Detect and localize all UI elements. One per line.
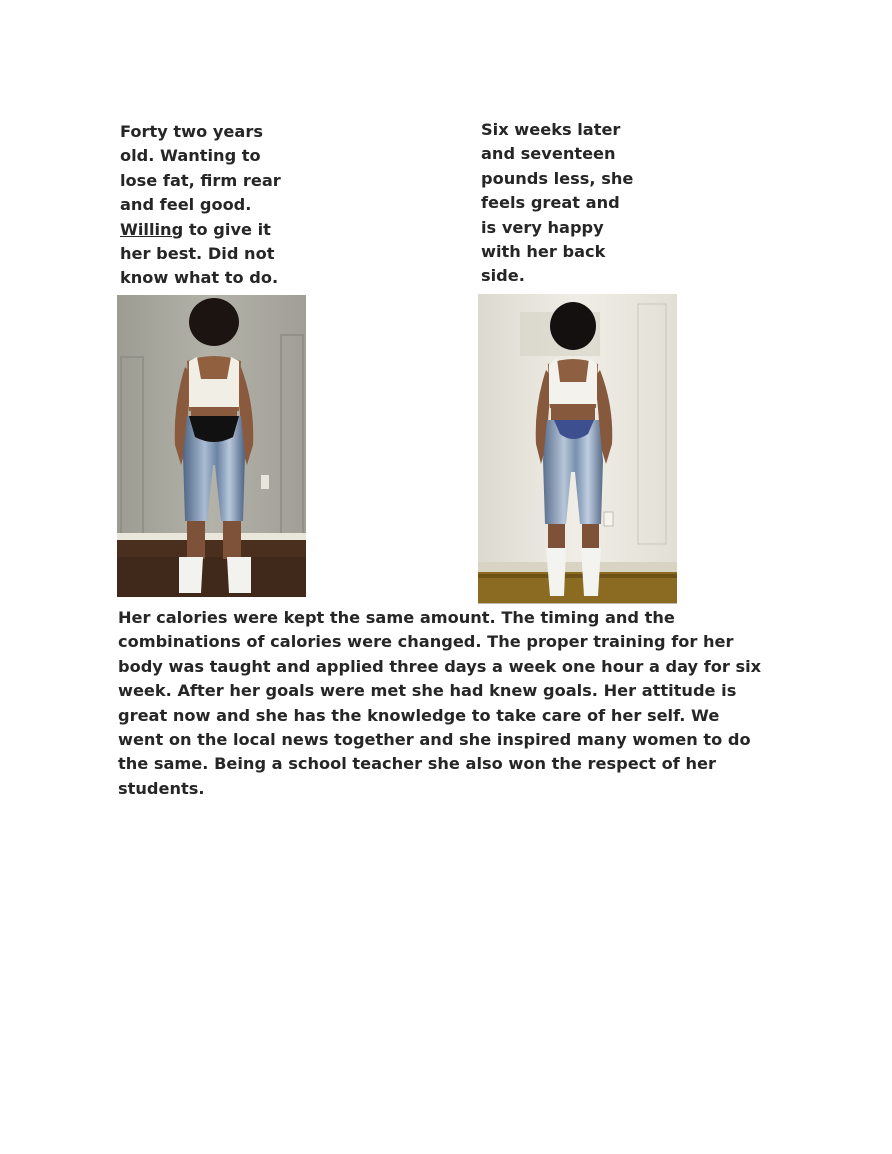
story-line: great now and she has the knowledge to take care of her self. We (118, 705, 720, 725)
before-caption-line: old. Wanting to (120, 146, 261, 166)
story-line: body was taught and applied three days a week one hour a day for six (118, 656, 762, 676)
after-caption-line: side. (481, 266, 525, 286)
story-line: combinations of calories were changed. The proper training for her (118, 632, 734, 652)
before-caption-line: and feel good. (120, 195, 252, 215)
before-caption-line: know what to do. (120, 268, 279, 288)
after-photo (478, 294, 677, 603)
story-line: the same. Being a school teacher she also won the respect of her (118, 754, 716, 774)
before-caption-line (120, 218, 320, 242)
before-caption-line-rest: to give it (188, 219, 271, 239)
before-photo (117, 295, 306, 597)
story-paragraph (118, 606, 808, 801)
willing-underlined-word: Willing (120, 219, 184, 239)
after-caption (481, 118, 681, 289)
story-line: week. After her goals were met she had knew goals. Her attitude is (118, 681, 737, 701)
before-caption (120, 120, 320, 291)
before-photo-illustration (117, 295, 306, 597)
before-caption-line: Forty two years (120, 122, 263, 141)
after-caption-line: is very happy (481, 217, 604, 237)
after-photo-illustration (478, 294, 677, 603)
story-line: students. (118, 778, 205, 798)
story-line: Her calories were kept the same amount. The timing and the (118, 608, 675, 627)
after-caption-line: and seventeen (481, 144, 616, 164)
before-caption-line: her best. Did not (120, 244, 275, 264)
story-line: went on the local news together and she inspired many women to do (118, 730, 751, 750)
after-caption-line: pounds less, she (481, 168, 634, 188)
before-caption-line: lose fat, firm rear (120, 170, 281, 190)
after-caption-line: feels great and (481, 193, 620, 213)
after-caption-line: with her back (481, 242, 606, 262)
after-caption-line: Six weeks later (481, 120, 621, 139)
